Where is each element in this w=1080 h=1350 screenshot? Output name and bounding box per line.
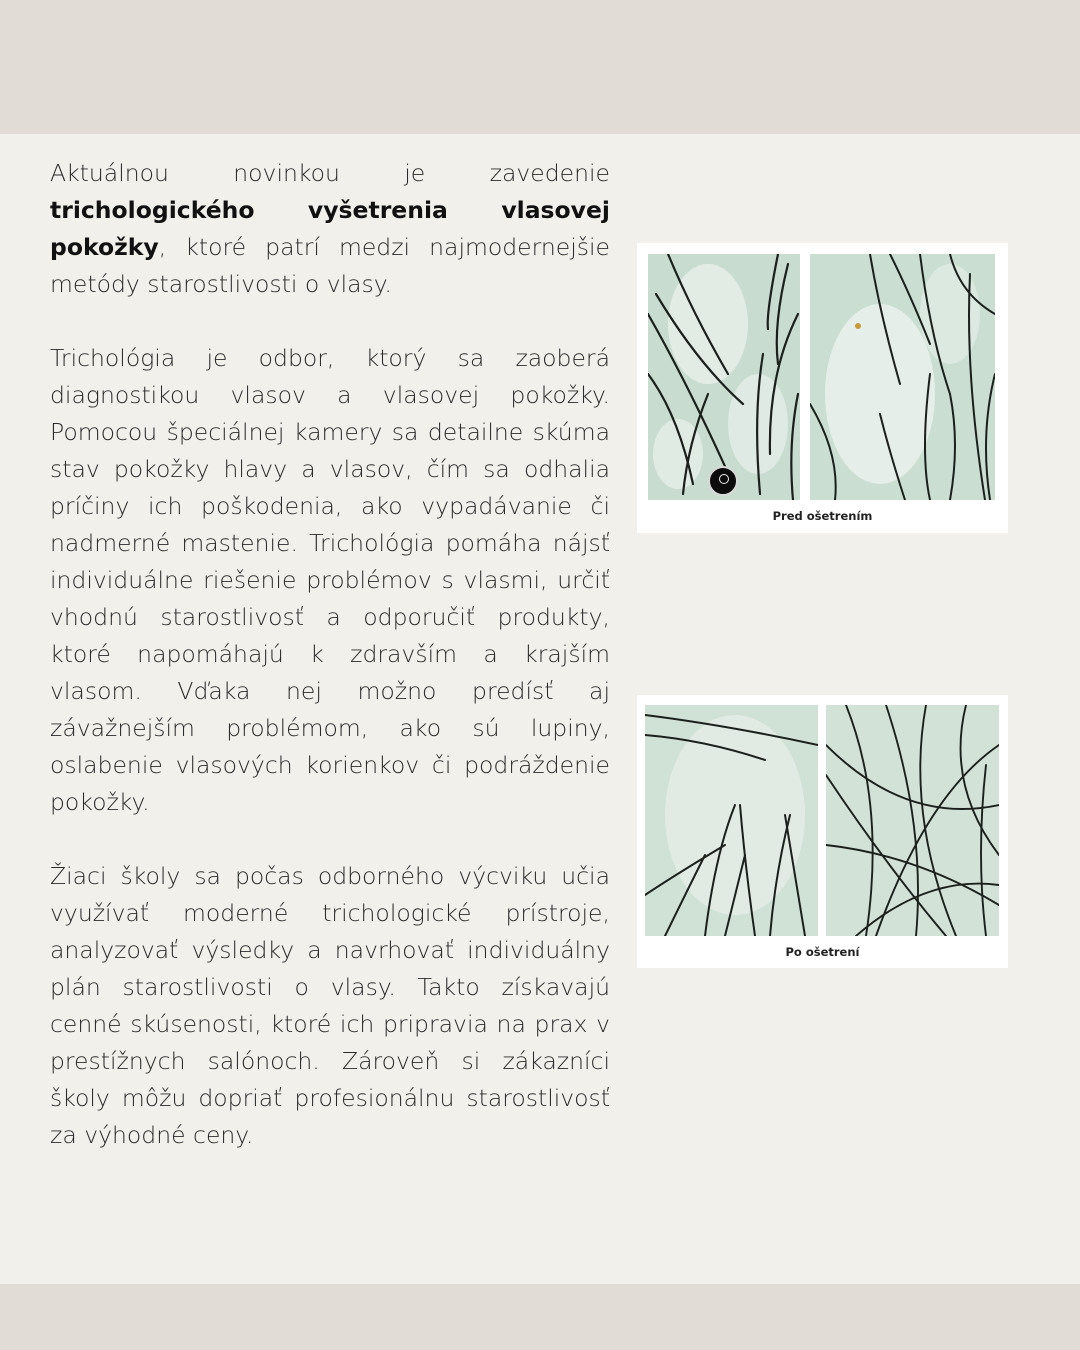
- paragraph-students: [50, 858, 610, 1154]
- intro-highlight: trichologického vyšetrenia vlasovej pokožky: [50, 196, 610, 261]
- intro-text-1: Aktuálnou novinkou je zavedenie: [50, 159, 610, 187]
- trichology-text: Trichológia je odbor, ktorý sa zaoberá diagnostikou vlasov a vlasovej pokožky. Pomocou špeciálnej kamery sa detailne skúma stav pokožky hlavy a vlasov, čím sa odhalia príčiny ich poškodenia, ako vypadávanie či nadmerné mastenie. Trichológia pomáha nájsť individuálne riešenie problémov s vlasmi, určiť vhodnú starostlivosť a odporučiť produkty, ktoré napomáhajú k zdravším a krajším vlasom. Vďaka nej možno predísť aj závažnejším problémom, ako sú lupiny, oslabenie vlasových korienkov či podráždenie pokožky.: [50, 344, 610, 816]
- scalp-micro-image-before-left: [648, 254, 800, 500]
- article-text: [50, 155, 610, 1154]
- intro-text-2: , ktoré patrí medzi najmodernejšie metódy starostlivosti o vlasy.: [50, 233, 610, 298]
- scalp-micro-image-after-right: [826, 705, 999, 936]
- scalp-micro-image-after-left: [645, 705, 818, 936]
- before-treatment-photo: [637, 243, 1008, 533]
- before-caption: Pred ošetrením: [772, 509, 873, 523]
- after-caption: Po ošetrení: [785, 945, 860, 959]
- camera-lens-icon: [708, 466, 738, 496]
- scalp-micro-image-before-right: [810, 254, 995, 500]
- students-text: Žiaci školy sa počas odborného výcviku učia využívať moderné trichologické prístroje, analyzovať výsledky a navrhovať individuálny plán starostlivosti o vlasy. Takto získavajú cenné skúsenosti, ktoré ich pripravia na prax v prestížnych salónoch. Zároveň si zákazníci školy môžu dopriať profesionálnu starostlivosť za výhodné ceny.: [50, 862, 610, 1149]
- bottom-band: [0, 1284, 1080, 1350]
- paragraph-intro: [50, 155, 610, 303]
- top-band: [0, 0, 1080, 134]
- after-treatment-photo: [637, 695, 1008, 968]
- paragraph-trichology: [50, 340, 610, 821]
